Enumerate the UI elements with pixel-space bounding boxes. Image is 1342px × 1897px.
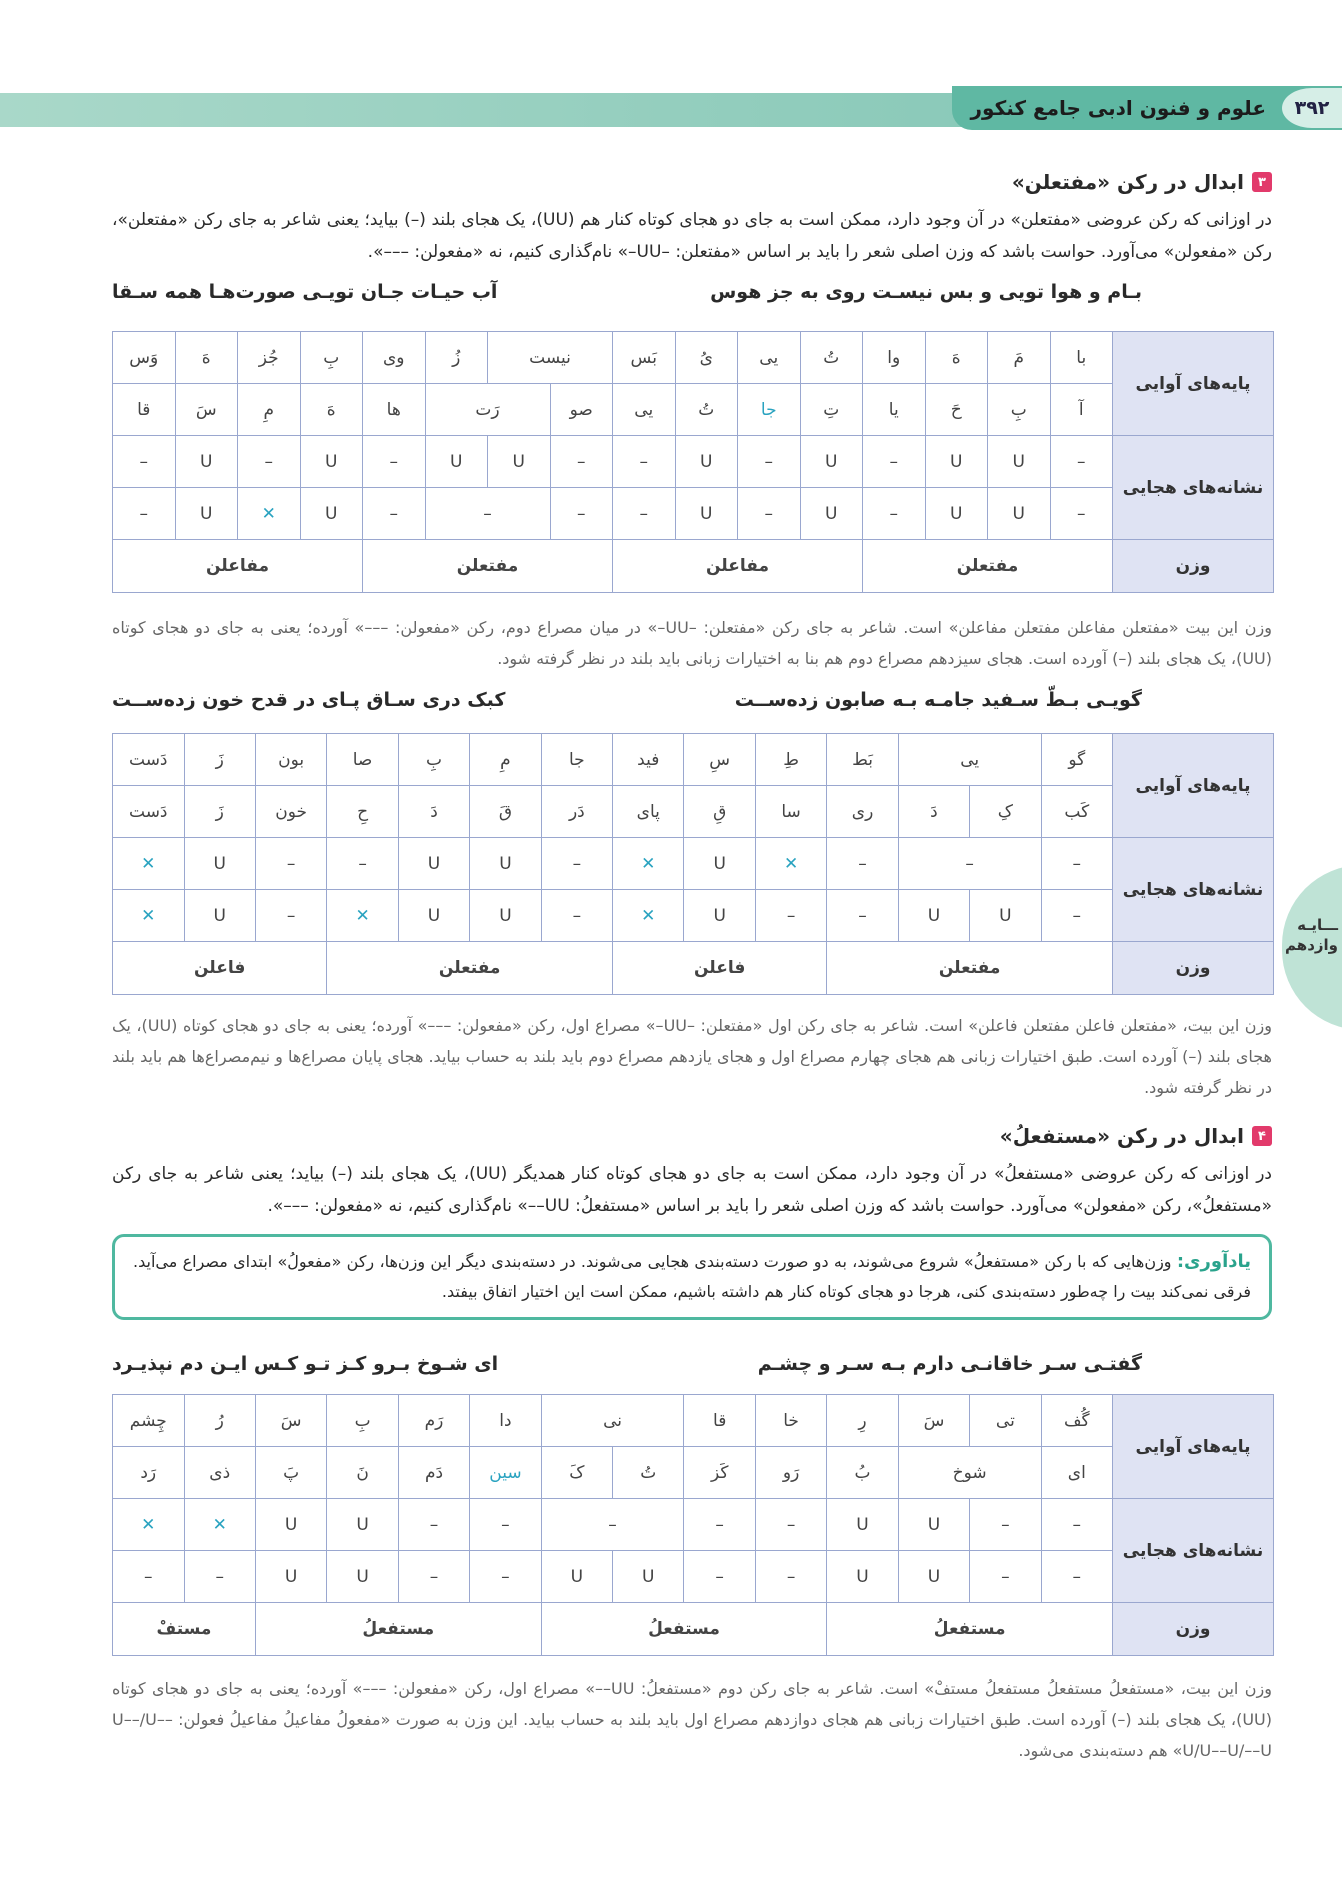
verse2-right: گویـی بـطّ سـفید جامـه بـه صابون زده‌ســت	[734, 689, 1142, 711]
label-marks: نشانه‌های هجایی	[1113, 436, 1274, 540]
meter-cell: مستفْ	[113, 1603, 256, 1656]
label-syllables: پایه‌های آوایی	[1113, 734, 1274, 838]
verse1-right: بـام و هوا تویی و بس نیسـت روی به جز هوس	[710, 281, 1142, 303]
book-title: علوم و فنون ادبی جامع کنکور	[970, 96, 1266, 120]
note2: وزن این بیت، «مفتعلن فاعلن مفتعلن فاعلن» است. شاعر به جای رکن اول «مفتعلن: –UU–» مصراع اول، رکن «مفعولن: –––» آورده؛ یعنی به جای دو هجای کوتاه (UU)، یک هجای بلند (–) آورده است. طبق اختیارات زبانی هم هجای چهارم مصراع اول و هجای یازدهم مصراع دوم باید بلند به حساب بیاید. هجای پایان مصراع‌ها و نیم‌مصراع‌ها هم باید بلند در نظر گرفته شود.	[112, 1016, 1273, 1097]
section4-heading	[1000, 1124, 1272, 1148]
scansion-table-1: پایه‌های آوایی با مَ هَ وا تُ یی یُ بَس نیست زُ وی بِ جُز هَ وَس آ بِ حَ یا تِ جا تُ یی صو رَت ها هَ مِ سَ قا نشانه‌های هجایی – U U – U – U – – U U – U – U – – U U – U – U – – – – U ✕ U – وزن مفتعلن مفاعلن مفتعلن مفاعلن	[112, 331, 1274, 593]
label-meter: وزن	[1113, 540, 1274, 593]
label-syllables: پایه‌های آوایی	[1113, 332, 1274, 436]
meter-cell: مفتعلن	[827, 942, 1113, 995]
scansion-table-2: پایه‌های آوایی گو یی بَط طِ سِ فید جا مِ بِ صا بون زَ دَست کَب کِ دَ ری سا قِ پای دَر قَ دَ حِ خون زَ دَست نشانه‌های هجایی – – – ✕ U ✕ – U U – – U ✕ – U U – – U ✕ – U U ✕ – U ✕ وزن مفتعلن فاعلن مفتعلن فاعلن	[112, 733, 1274, 995]
label-meter: وزن	[1113, 942, 1274, 995]
meter-cell: مستفعلُ	[827, 1603, 1113, 1656]
note3: وزن این بیت، «مستفعلُ مستفعلُ مستفعلُ مستفْ» است. شاعر به جای رکن دوم «مستفعلُ: UU––» مصراع اول، رکن «مفعولن: –––» آورده؛ یعنی به جای دو هجای کوتاه (UU)، یک هجای بلند (–) آورده است. طبق اختیارات زبانی هم هجای دوازدهم مصراع اول باید بلند به حساب بیاید. این وزن به صورت «مفعولُ مفاعیلُ مفاعیلُ فعولن: U––/U––U/U––U/––U» هم دسته‌بندی می‌شود.	[112, 1679, 1272, 1760]
verse2-left: کبک دری سـاق پـای در قدح خون زده‌ســت	[112, 689, 506, 711]
section4-text: در اوزانی که رکن عروضی «مستفعلُ» در آن وجود دارد، ممکن است به جای دو هجای کوتاه کنار همدیگر (UU)، یک هجای بلند (–) بیاید؛ یعنی شاعر به جای رکن «مستفعلُ»، رکن «مفعولن» می‌آورد. حواست باشد که وزن اصلی شعر را باید بر اساس «مستفعلُ: UU––» نام‌گذاری کنیم، نه «مفعولن: –––».	[112, 1164, 1272, 1216]
verse1-left: آب حیـات جـان تویـی صورت‌هـا همه سـقا	[112, 281, 498, 303]
verse3-right: گفتـی سـر خاقانـی دارم بـه سـر و چشـم	[757, 1353, 1142, 1375]
section4-title: ابدال در رکن «مستفعلُ»	[999, 1124, 1244, 1148]
meter-cell: مفتعلن	[363, 540, 613, 593]
section3-text: در اوزانی که رکن عروضی «مفتعلن» در آن وجود دارد، ممکن است به جای دو هجای کوتاه کنار هم (UU)، یک هجای بلند (–) بیاید؛ یعنی شاعر به جای رکن «مفتعلن»، رکن «مفعولن» می‌آورد. حواست باشد که وزن اصلی شعر را باید بر اساس «مفتعلن: –UU–» نام‌گذاری کنیم، نه «مفعولن: –––».	[112, 210, 1272, 262]
reminder-text: وزن‌هایی که با رکن «مستفعلُ» شروع می‌شوند، به دو صورت دسته‌بندی هجایی می‌شوند. در دسته‌بندی دیگر این وزن‌ها، رکن «مفعولُ» ابتدای مصراع می‌آید. فرقی نمی‌کند بیت را چه‌طور دسته‌بندی کنی، هرجا دو هجای کوتاه کنار هم داشته باشیم، ممکن است این اختیار اتفاق بیفتد.	[133, 1252, 1251, 1301]
section3-number: ۳	[1252, 172, 1272, 192]
meter-cell: مفتعلن	[863, 540, 1113, 593]
label-meter: وزن	[1113, 1603, 1274, 1656]
meter-cell: مفتعلن	[327, 942, 613, 995]
meter-cell: فاعلن	[113, 942, 327, 995]
meter-cell: مفاعلن	[113, 540, 363, 593]
label-marks: نشانه‌های هجایی	[1113, 1499, 1274, 1603]
label-marks: نشانه‌های هجایی	[1113, 838, 1274, 942]
note1: وزن این بیت «مفتعلن مفاعلن مفتعلن مفاعلن» است. شاعر به جای رکن «مفتعلن: –UU–» در میان مصراع دوم، رکن «مفعولن: –––» آورده؛ یعنی به جای دو هجای کوتاه (UU)، یک هجای بلند (–) آورده است. هجای سیزدهم مصراع دوم هم بنا به اختیارات زبانی باید بلند در نظر گرفته شود.	[112, 618, 1273, 668]
reminder-title: یادآوری:	[1176, 1251, 1251, 1272]
verse3-left: ای شـوخ بـرو کـز تـو کـس ایـن دم نپذیـرد	[112, 1353, 499, 1375]
page-number: ۳۹۲	[1282, 88, 1342, 128]
section3-heading	[1012, 170, 1272, 194]
verse1	[112, 281, 1142, 303]
verse2	[112, 689, 1142, 711]
reminder-box	[112, 1234, 1272, 1320]
scansion-table-3: پایه‌های آوایی گُف تی سَ رِ خا قا نی دا رَم بِ سَ رُ چِشم ای شوخ بُ رَو کَز تُ کَ سین دَم نَ پَ ذی رَد نشانه‌های هجایی – – U U – – – – – U U ✕ ✕ – – U U – – U U – – U U – – وزن مستفعلُ مستفعلُ مستفعلُ مستفْ	[112, 1394, 1274, 1656]
side-tab-line1: ـــایـه	[1297, 916, 1338, 934]
meter-cell: مستفعلُ	[541, 1603, 827, 1656]
meter-cell: فاعلن	[613, 942, 827, 995]
meter-cell: مستفعلُ	[255, 1603, 541, 1656]
section3-title: ابدال در رکن «مفتعلن»	[1011, 170, 1244, 194]
chapter-side-tab[interactable]	[1282, 865, 1342, 1030]
section4-number: ۴	[1252, 1126, 1272, 1146]
header	[952, 86, 1342, 130]
meter-cell: مفاعلن	[613, 540, 863, 593]
label-syllables: پایه‌های آوایی	[1113, 1395, 1274, 1499]
verse3	[112, 1353, 1142, 1375]
side-tab-line2: وازدهم	[1285, 936, 1338, 954]
